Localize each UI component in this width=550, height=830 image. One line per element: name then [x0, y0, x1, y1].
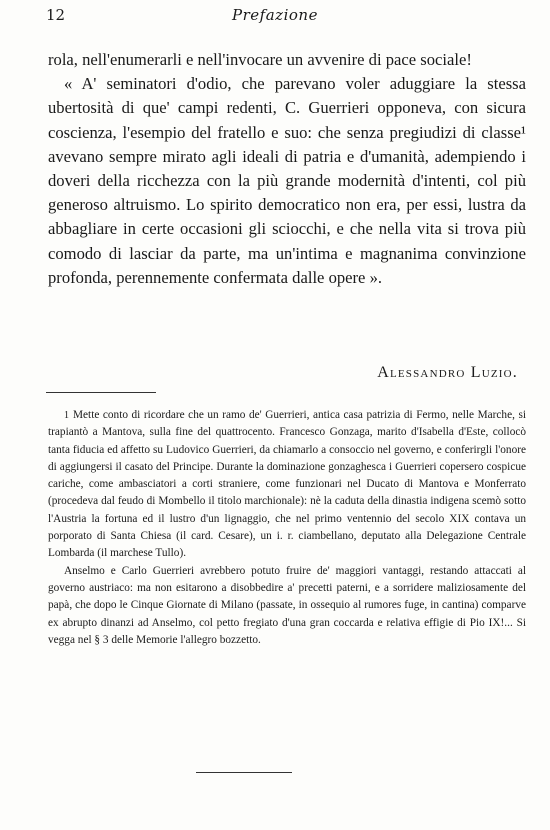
body-paragraph-1: rola, nell'enumerarli e nell'invocare un avvenire di pace sociale! [48, 50, 472, 69]
main-text [48, 48, 526, 290]
footnote-1 [48, 407, 526, 563]
footnote-1-text: Mette conto di ricordare che un ramo de' Guerrieri, antica casa patrizia di Fermo, nelle Marche, si trapiantò a Mantova, sulla fine del quattrocento. Francesco Gonzaga, marito d'Isabella d'Este, collocò tanta fiducia ed affetto su Ludovico Guerrieri, da chiamarlo a consoccio nel governo, e conferirgli l'onore di aggiungersi il casato del Principe. Durante la dominazione gonzaghesca i Guerrieri copersero cospicue cariche, come ambasciatori a corti straniere, come funzionari nel Ducato di Mantova e Monferrato (procedeva dal feudo di Mombello il titolo marchionale): nè la caduta della dinastia indigena scemò sotto l'Austria la fortuna ed il lustro d'un lignaggio, che nel primo ventennio del secolo XIX contava un porporato di Santa Chiesa (il card. Cesare), un i. r. ciambellano, deputato alla Delegazione Centrale Lombarda (il marchese Tullo). [48, 409, 526, 560]
footnote-2: Anselmo e Carlo Guerrieri avrebbero potuto fruire de' maggiori vantaggi, restando attaccati al governo austriaco: ma non esitarono a disobbedire a' precetti paterni, e a sorridere maliziosamente del papà, che dopo le Cinque Giornate di Milano (passate, in ossequio al rumores fuge, in cantina) comparve ex abrupto dinanzi ad Anselmo, col petto fregiato d'una gran coccarda e relativa effigie di Pio IX!... Si vegga nel § 3 delle Memorie l'allegro bozzetto. [48, 564, 526, 646]
footnote-separator [46, 392, 156, 393]
page-header [40, 6, 510, 30]
footnotes [48, 407, 526, 649]
running-title: Prefazione [232, 6, 318, 24]
page-number: 12 [46, 6, 66, 24]
footnote-marker: 1 [64, 410, 69, 421]
author-signature: Alessandro Luzio. [377, 364, 518, 381]
body-paragraph-2: « A' seminatori d'odio, che parevano voler aduggiare la stessa ubertosità di que' campi redenti, C. Guerrieri opponeva, con sicura coscienza, l'esempio del fratello e suo: che senza pregiudizi di classe¹ avevano sempre mirato agli ideali di patria e d'umanità, adempiendo i doveri della ricchezza con la più grande modernità d'intenti, col più generoso altruismo. Lo spirito democratico non era, per essi, lustra da abbagliare in certe occasioni gli sciocchi, e che nella vita si trova più comodo di lasciar da parte, ma un'intima e magnanima convinzione profonda, perennemente confermata dalle opere ». [48, 74, 526, 287]
bottom-rule [196, 772, 292, 773]
